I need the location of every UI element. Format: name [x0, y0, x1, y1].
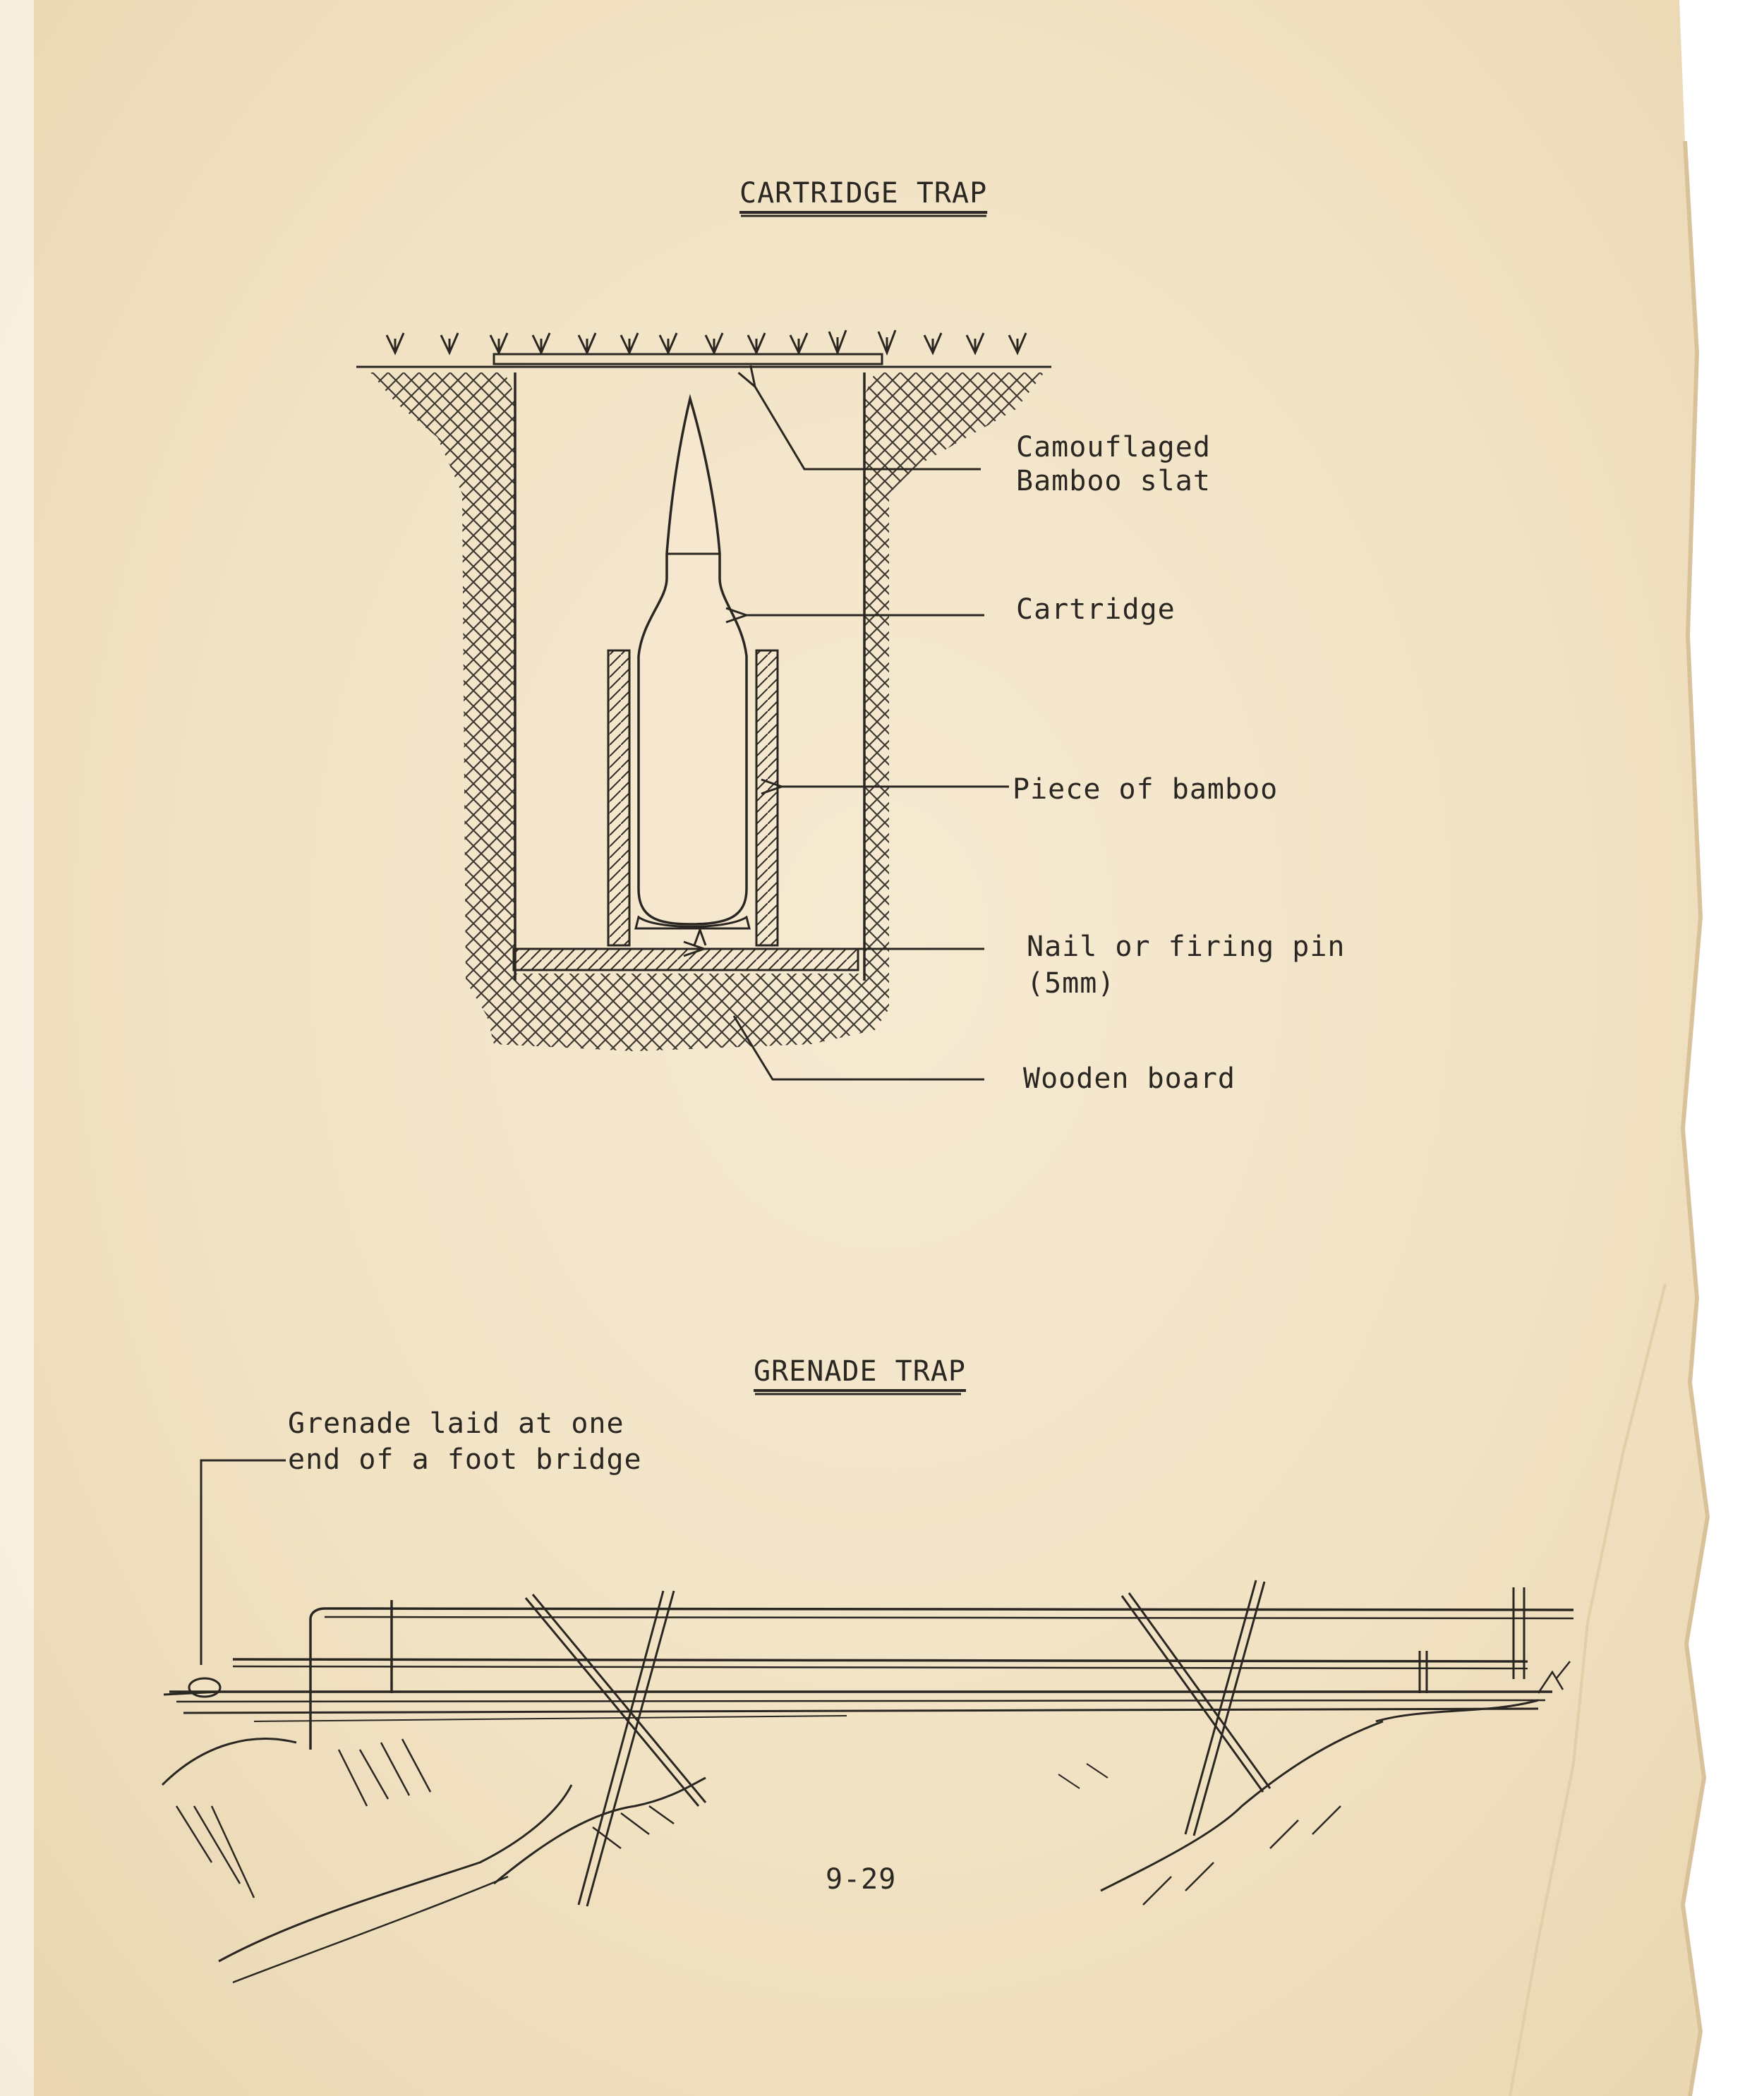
- label-grenade-line1: Grenade laid at one: [288, 1407, 624, 1440]
- bridge-pole-upper: [233, 1659, 1528, 1661]
- cartridge: [639, 399, 747, 924]
- label-nail-or-firing-pin: Nail or firing pin: [1027, 931, 1346, 963]
- label-grenade-line2: end of a foot bridge: [288, 1443, 642, 1476]
- wooden-board: [514, 949, 858, 970]
- right-margin-edge: [1679, 0, 1764, 2096]
- page-number: 9-29: [826, 1863, 897, 1896]
- grenade-trap-title: GRENADE TRAP: [754, 1355, 966, 1388]
- rail-post-right: [1514, 1587, 1524, 1679]
- cartridge-trap-diagram: [356, 216, 1051, 1079]
- label-piece-of-bamboo: Piece of bamboo: [1013, 773, 1279, 806]
- label-bamboo-slat: Bamboo slat: [1016, 465, 1211, 497]
- label-5mm: (5mm): [1027, 967, 1116, 1000]
- bamboo-piece-right: [756, 650, 778, 945]
- stream-bank-left: [219, 1785, 572, 1961]
- label-camouflaged: Camouflaged: [1016, 431, 1211, 464]
- cartridge-trap-title: CARTRIDGE TRAP: [739, 177, 988, 210]
- firing-pin-nail: [694, 930, 706, 945]
- x-support-left-b: [526, 1594, 706, 1806]
- bamboo-slat: [494, 354, 882, 364]
- bridge-pole-lower: [183, 1709, 1538, 1713]
- label-cartridge: Cartridge: [1016, 593, 1176, 626]
- grass-tufts: [387, 330, 1026, 353]
- left-bank: [162, 1739, 296, 1785]
- left-margin-edge: [0, 0, 34, 2096]
- label-wooden-board: Wooden board: [1023, 1062, 1236, 1095]
- leader-grenade: [201, 1460, 286, 1665]
- paper-fold-line: [1510, 1284, 1665, 2096]
- bamboo-piece-left: [608, 650, 629, 945]
